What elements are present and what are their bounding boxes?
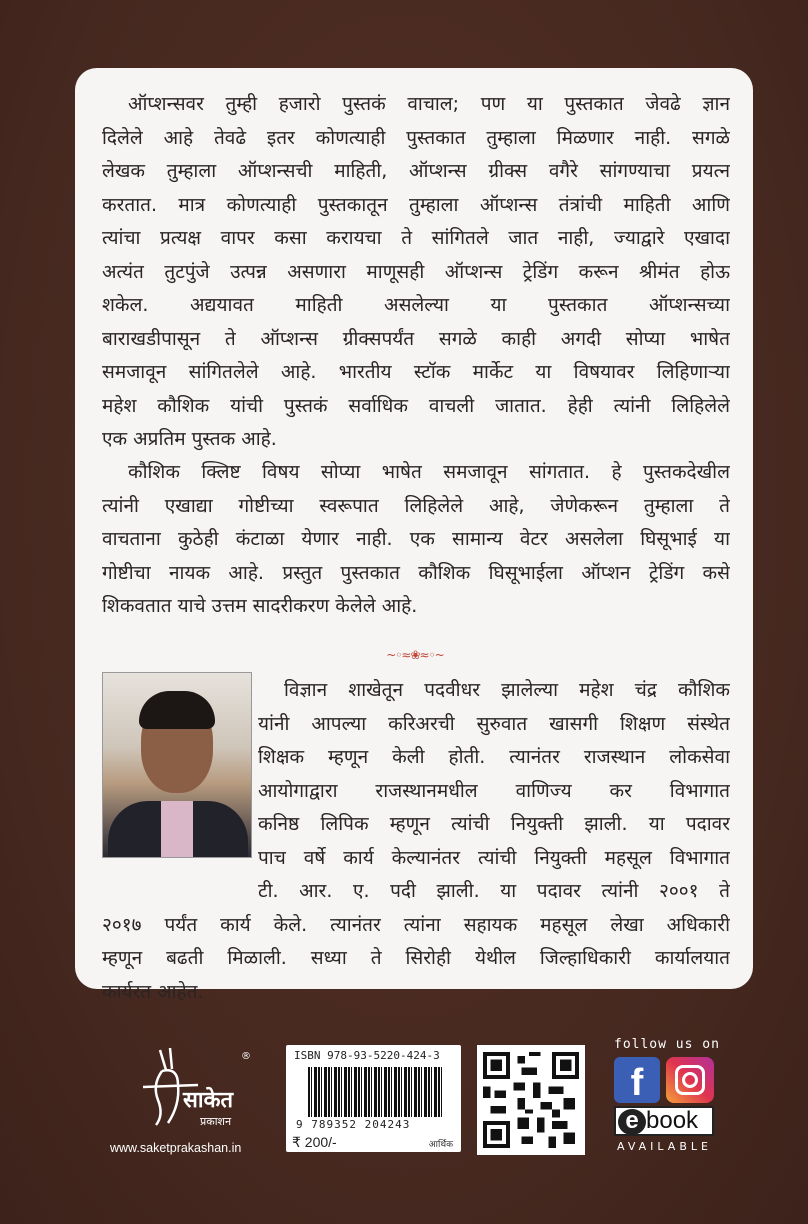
logo-text: साकेत	[183, 1088, 234, 1113]
text-line: कार्यरत आहेत.	[102, 980, 204, 1003]
text-line: लेखक तुम्हाला ऑप्शन्सची माहिती, ऑप्शन्स ग्रीक्स वगैरे सांगण्याचा प्रयत्न	[102, 160, 730, 182]
text-line: त्यांचा प्रत्यक्ष वापर कसा करायचा ते सांगितले जात नाही, ज्याद्वारे एखादा	[102, 227, 730, 249]
description-paragraph-2	[102, 456, 730, 624]
barcode-number: 9 789352 204243	[296, 1118, 411, 1131]
text-line: आयोगाद्वारा राजस्थानमधील वाणिज्य कर विभागात	[258, 779, 730, 802]
text-line: म्हणून बढती मिळाली. सध्या ते सिरोही येथील जिल्हाधिकारी कार्यालयात	[102, 947, 730, 969]
description-paragraph-1	[102, 88, 730, 457]
text-line: एक अप्रतिम पुस्तक आहे.	[102, 428, 277, 450]
qr-code-icon	[483, 1051, 579, 1149]
price: ₹ 200/-	[292, 1134, 337, 1150]
barcode-icon	[308, 1067, 443, 1117]
ebook-e: e	[618, 1109, 646, 1135]
ebook-badge	[614, 1106, 714, 1136]
svg-text:प्रकाशन: प्रकाशन	[200, 1115, 232, 1128]
text-line: करतात. मात्र कोणत्याही पुस्तकातून तुम्हाला ऑप्शन्स तंत्रांची माहिती आणि	[102, 193, 730, 216]
text-line: विज्ञान शाखेतून पदवीधर झालेल्या महेश चंद्र कौशिक	[284, 679, 730, 701]
text-line: समजावून सांगितलेले आहे. भारतीय स्टॉक मार्केट या विषयावर लिहिणाऱ्या	[102, 361, 730, 383]
rabbit-logo-icon	[138, 1045, 253, 1130]
ornament-divider: ~◦≈❀≈◦~	[386, 648, 444, 662]
text-line: त्यांनी एखाद्या गोष्टीच्या स्वरूपात लिहिलेले आहे, जेणेकरून तुम्हाला ते	[102, 494, 730, 517]
follow-us-label: follow us on	[614, 1037, 720, 1052]
text-line: शकेल. अद्ययावत माहिती असलेल्या या पुस्तकात ऑप्शन्सच्या	[102, 294, 730, 316]
text-line: शिक्षक म्हणून केली होती. त्यानंतर राजस्थान लोकसेवा	[258, 746, 730, 768]
text-line: ऑप्शन्सवर तुम्ही हजारो पुस्तकं वाचाल; पण या पुस्तकात जेवढे ज्ञान	[128, 93, 730, 115]
ebook-text: book	[646, 1107, 699, 1134]
isbn-text: ISBN 978-93-5220-424-3	[294, 1049, 440, 1062]
text-line: यांनी आपल्या करिअरची सुरुवात खासगी शिक्षण संस्थेत	[258, 712, 730, 735]
text-line: वाचताना कुठेही कंटाळा येणार नाही. एक सामान्य वेटर असलेला घिसूभाई या	[102, 528, 730, 550]
text-line: कनिष्ठ लिपिक म्हणून त्यांची नियुक्ती झाली. या पदावर	[258, 813, 730, 835]
text-line: पाच वर्षे कार्य केल्यानंतर त्यांची नियुक्ती महसूल विभागात	[258, 846, 730, 869]
author-bio	[102, 674, 730, 1009]
text-line: २०१७ पर्यंत कार्य केले. त्यानंतर त्यांना सहायक महसूल लेखा अधिकारी	[102, 913, 730, 936]
text-line: बाराखडीपासून ते ऑप्शन्स ग्रीक्सपर्यंत सगळे काही अगदी सोप्या भाषेत	[102, 327, 730, 350]
available-label: AVAILABLE	[617, 1140, 712, 1153]
instagram-icon[interactable]	[666, 1057, 714, 1103]
qr-code[interactable]	[477, 1045, 585, 1155]
text-line: शिकवतात याचे उत्तम सादरीकरण केलेले आहे.	[102, 595, 418, 617]
publisher-logo	[138, 1045, 253, 1130]
text-line: दिलेले आहे तेवढे इतर कोणत्याही पुस्तकात तुम्हाला मिळणार नाही. सगळे	[102, 126, 730, 149]
category: आर्थिक	[428, 1140, 453, 1150]
isbn-barcode-label	[286, 1045, 461, 1152]
text-line: अत्यंत तुटपुंजे उत्पन्न असणारा माणूसही ऑप्शन्स ट्रेडिंग करून श्रीमंत होऊ	[102, 260, 730, 283]
text-line: टी. आर. ए. पदी झाली. या पदावर त्यांनी २००१ ते	[258, 880, 730, 902]
text-line: गोष्टीचा नायक आहे. प्रस्तुत पुस्तकात कौशिक घिसूभाईला ऑप्शन ट्रेडिंग कसे	[102, 561, 730, 584]
text-line: महेश कौशिक यांची पुस्तकं सर्वाधिक वाचली जातात. हेही त्यांनी लिहिलेले	[102, 394, 730, 417]
facebook-icon[interactable]: f	[614, 1057, 660, 1103]
publisher-website: www.saketprakashan.in	[110, 1141, 242, 1155]
text-line: कौशिक क्लिष्ट विषय सोप्या भाषेत समजावून सांगतात. हे पुस्तकदेखील	[128, 461, 730, 483]
svg-text:®: ®	[241, 1051, 251, 1062]
